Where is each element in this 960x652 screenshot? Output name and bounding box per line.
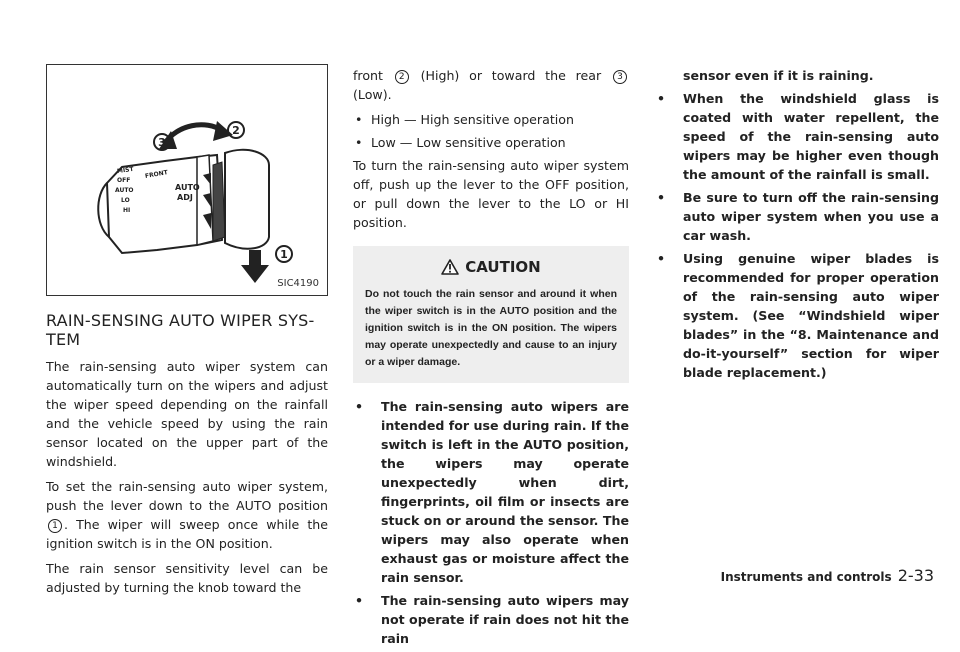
warning-icon <box>441 259 459 275</box>
lever-label-lo: LO <box>121 197 130 204</box>
lever-label-auto: AUTO <box>115 187 134 194</box>
circle-3-inline: 3 <box>613 70 627 84</box>
circle-2-inline: 2 <box>395 70 409 84</box>
caution-box <box>353 246 629 383</box>
paragraph-set-auto-b: . The wiper will sweep once while the ignition switch is in the ON position. <box>46 517 328 551</box>
lever-label-auto-adj: AUTO <box>175 183 200 192</box>
sens-cont-b: (High) or toward the rear <box>420 68 602 83</box>
note-genuine-blades: • Using genuine wiper blades is recommended for proper operation of the rain-sensing auto wiper system. (See “Windshield wiper blades” in the “8. Maintenance and do-it-yourself” section for wiper blade replacement.) <box>655 249 939 382</box>
paragraph-set-auto <box>46 477 328 553</box>
lever-label-front: FRONT <box>144 169 169 180</box>
page-footer <box>721 566 934 585</box>
section-heading: RAIN-SENSING AUTO WIPER SYS-TEM <box>46 311 315 349</box>
callout-3: 3 <box>153 133 171 151</box>
figure-code: SIC4190 <box>277 278 319 289</box>
sens-cont-c: (Low). <box>353 87 392 102</box>
note-continuation: sensor even if it is raining. <box>683 68 874 83</box>
caution-title <box>365 258 617 276</box>
circle-1-inline: 1 <box>48 519 62 533</box>
paragraph-set-auto-a: To set the rain-sensing auto wiper system, push the lever down to the AUTO position <box>46 479 328 513</box>
lever-label-mist: MIST <box>116 165 135 176</box>
note-rain-intended: • The rain-sensing auto wipers are intended for use during rain. If the switch is left in the AUTO position, the wipers may operate unexpectedly when dirt, fingerprints, oil film or insects are stuck on or around the sensor. The wipers may also operate when exhaust gas or moisture affect the rain sensor. <box>353 397 629 587</box>
sensitivity-list <box>353 110 629 152</box>
paragraph-turn-off: To turn the rain-sensing auto wiper system off, push up the lever to the OFF position, or pull down the lever to the LO or HI position. <box>353 158 629 230</box>
paragraph-intro: The rain-sensing auto wiper system can automatically turn on the wipers and adjust the wiper speed depending on the rainfall and the vehicle speed by using the rain sensor located on the upper part of the windshield. <box>46 359 328 469</box>
note-water-repellent: • When the windshield glass is coated with water repellent, the speed of the rain-sensing auto wipers may be higher even though the amount of the rainfall is small. <box>655 89 939 184</box>
note-car-wash: • Be sure to turn off the rain-sensing auto wiper system when you use a car wash. <box>655 188 939 245</box>
callout-1: 1 <box>275 245 293 263</box>
sensitivity-high: • High — High sensitive operation <box>353 110 629 129</box>
notes-list-right <box>655 89 939 382</box>
caution-title-text: CAUTION <box>465 258 541 276</box>
left-column <box>46 64 328 603</box>
note-rain-not-hit: • The rain-sensing auto wipers may not operate if rain does not hit the rain <box>353 591 629 648</box>
lever-label-hi: HI <box>123 207 131 214</box>
wiper-lever-figure <box>46 64 328 296</box>
middle-column <box>353 66 629 652</box>
paragraph-sensitivity: The rain sensor sensitivity level can be adjusted by turning the knob toward the <box>46 561 328 595</box>
sens-cont-a: front <box>353 68 383 83</box>
page-number: 2-33 <box>897 566 934 585</box>
lever-label-off: OFF <box>117 177 131 184</box>
paragraph-sensitivity-cont <box>353 66 629 104</box>
footer-section: Instruments and controls <box>720 570 892 584</box>
sensitivity-low: • Low — Low sensitive operation <box>353 133 629 152</box>
notes-list-middle <box>353 397 629 648</box>
caution-text: Do not touch the rain sensor and around it when the wiper switch is in the AUTO position and the ignition switch is in the ON position. The wipers may operate unexpectedly and cause to an injury or a wiper damage. <box>365 288 617 368</box>
lever-label-adj: ADJ <box>177 193 193 202</box>
callout-2: 2 <box>227 121 245 139</box>
right-column <box>655 66 939 386</box>
